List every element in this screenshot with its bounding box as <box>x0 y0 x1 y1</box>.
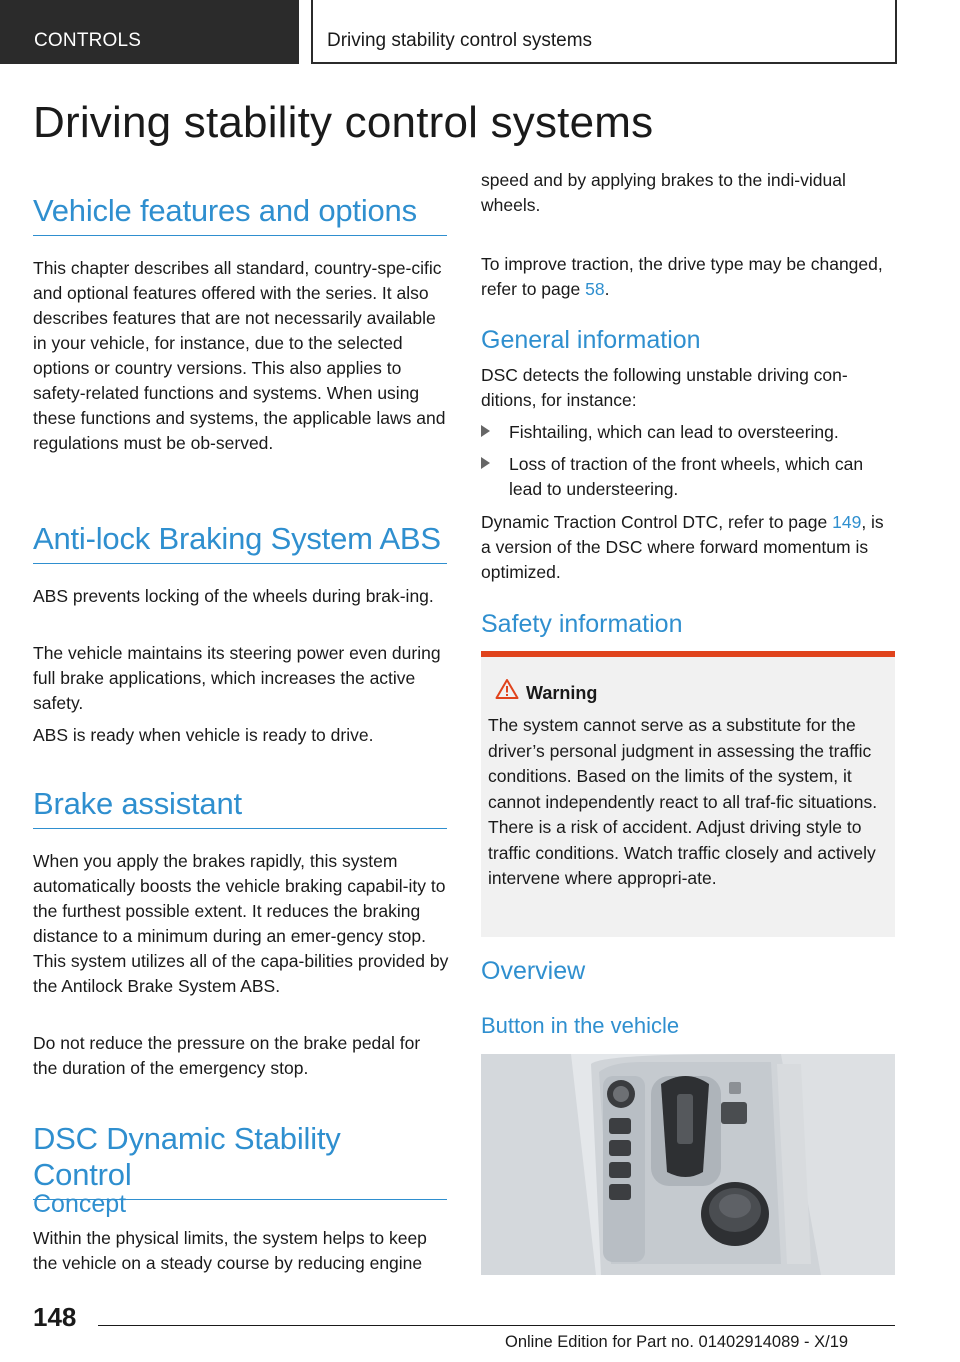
brake-assistant-paragraph-2: Do not reduce the pressure on the brake pedal for the duration of the emergency stop. <box>33 1033 421 1078</box>
page-title: Driving stability control systems <box>33 98 654 147</box>
abs-paragraph-1: ABS prevents locking of the wheels during brak‐ing. <box>33 586 434 606</box>
page-149-link[interactable]: 149 <box>832 512 862 532</box>
dtc-text <box>481 510 895 585</box>
traction-text <box>481 252 895 302</box>
traction-text-after: . <box>604 279 610 299</box>
dtc-text-before: Dynamic Traction Control DTC, refer to page <box>481 512 833 532</box>
bullet-triangle-icon <box>481 457 490 469</box>
header-chapter-tab <box>311 0 897 64</box>
warning-title: Warning <box>526 683 598 703</box>
heading-overview: Overview <box>481 957 586 985</box>
page-58-link[interactable]: 58 <box>585 279 605 299</box>
heading-general-information: General information <box>481 326 701 354</box>
footer-divider <box>98 1325 895 1326</box>
warning-text: The system cannot serve as a substitute for the driver’s personal judgment in assessing the traffic conditions. Based on the limits of the system, it cannot independently react to all traf‐fic situations. There is a risk of accident. Adjust driving style to traffic conditions. Watch traffic closely and actively intervene where appropri‐ate. <box>488 715 878 888</box>
list-item <box>481 420 895 445</box>
heading-vehicle-features: Vehicle features and options <box>33 193 447 236</box>
abs-paragraph-3: ABS is ready when vehicle is ready to drive. <box>33 725 374 745</box>
header-section-tab <box>0 0 299 64</box>
header-section-label: CONTROLS <box>34 30 142 51</box>
concept-text-continued: speed and by applying brakes to the indi‐vidual wheels. <box>481 170 846 215</box>
abs-paragraph-2: The vehicle maintains its steering power even during full brake applications, which increases the active safety. <box>33 643 441 713</box>
list-item-text: Loss of traction of the front wheels, which can lead to understeering. <box>509 454 864 499</box>
heading-button-in-vehicle: Button in the vehicle <box>481 1013 680 1038</box>
general-information-text: DSC detects the following unstable driving con‐ditions, for instance: <box>481 365 848 410</box>
concept-text-part-1: Within the physical limits, the system helps to keep the vehicle on a steady course by reducing engine <box>33 1228 427 1273</box>
footer-edition: Online Edition for Part no. 01402914089 - X/19 <box>505 1333 849 1351</box>
heading-concept: Concept <box>33 1190 127 1218</box>
vehicle-features-text: This chapter describes all standard, country-spe‐cific and optional features offered with the series. It also describes features that are not necessarily available in your vehicle, for instance, due to the selected options or country versions. This also applies to safety-related functions and systems. When using these functions and systems, the applicable laws and regulations must be ob‐served. <box>33 258 446 453</box>
heading-dsc: DSC Dynamic Stability Control <box>33 1121 447 1200</box>
traction-text-before: To improve traction, the drive type may be changed, refer to page <box>481 254 883 299</box>
concept-text-part-2 <box>481 168 895 220</box>
warning-box <box>481 651 895 937</box>
list-item <box>481 452 895 502</box>
center-console-illustration <box>481 1054 895 1275</box>
header-chapter-label: Driving stability control systems <box>327 30 593 51</box>
center-console-drawing <box>481 1054 895 1275</box>
dtc-text-after: , is a version of the DSC where forward momentum is optimized. <box>481 512 884 582</box>
heading-abs: Anti-lock Braking System ABS <box>33 521 447 564</box>
brake-assistant-paragraph-1: When you apply the brakes rapidly, this system automatically boosts the vehicle braking capabil‐ity to the furthest possible extent. It reduces the braking distance to a minimum during an emer‐gency stop. This system utilizes all of the capa‐bilities provided by the Antilock Brake System ABS. <box>33 851 449 996</box>
list-item-text: Fishtailing, which can lead to oversteering. <box>509 422 839 442</box>
bullet-triangle-icon <box>481 425 490 437</box>
page-number: 148 <box>33 1302 77 1332</box>
warning-triangle-icon <box>495 678 519 700</box>
heading-brake-assistant: Brake assistant <box>33 786 447 829</box>
heading-safety-information: Safety information <box>481 610 683 638</box>
